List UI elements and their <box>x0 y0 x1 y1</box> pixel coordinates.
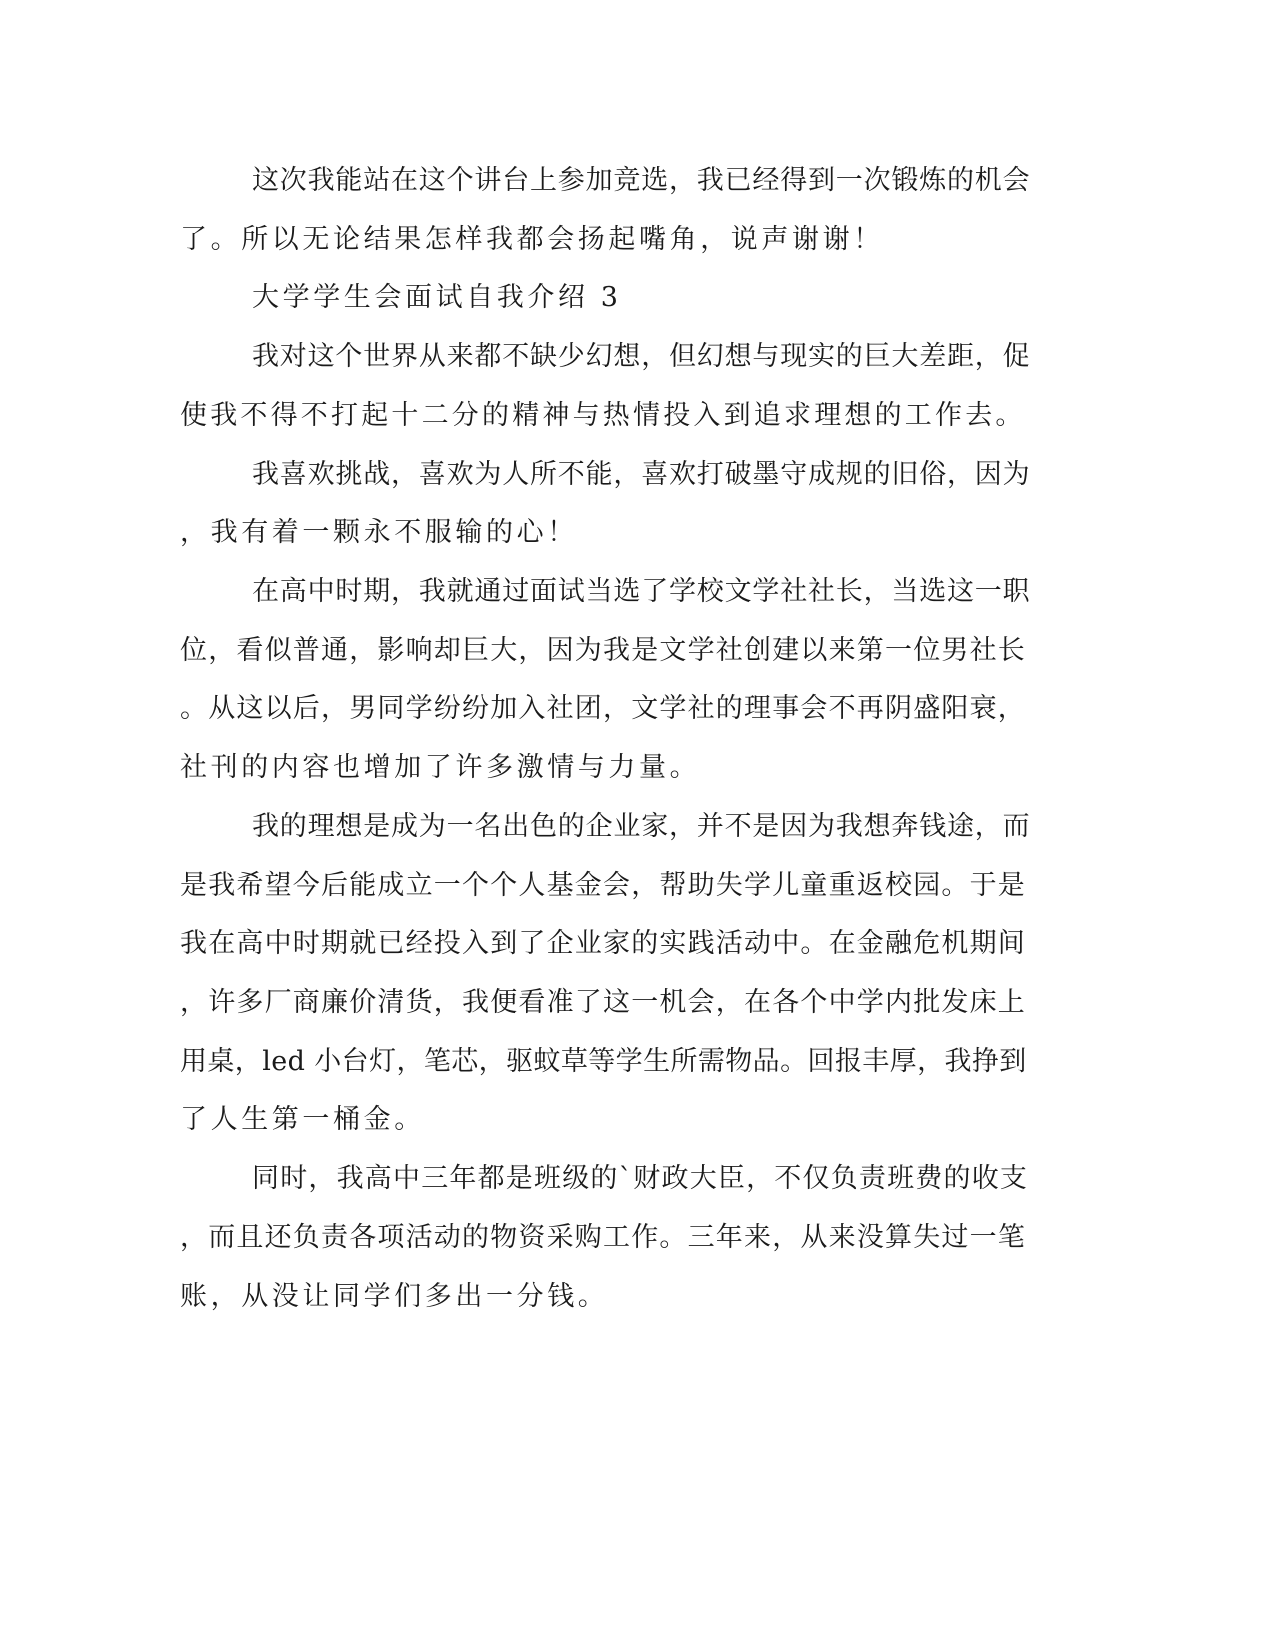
text-line: 社刊的内容也增加了许多激情与力量。 <box>180 752 701 783</box>
section-heading: 大学学生会面试自我介绍 3 <box>252 282 622 313</box>
text-line: 我对这个世界从来都不缺少幻想，但幻想与现实的巨大差距，促 <box>252 341 1031 372</box>
text-line: 同时，我高中三年都是班级的`财政大臣，不仅负责班费的收支 <box>252 1163 1029 1194</box>
text-line: 。从这以后，男同学纷纷加入社团，文学社的理事会不再阴盛阳衰， <box>180 693 1026 724</box>
text-line: 我喜欢挑战，喜欢为人所不能，喜欢打破墨守成规的旧俗，因为 <box>252 459 1031 490</box>
text-line: 在高中时期，我就通过面试当选了学校文学社社长，当选这一职 <box>252 576 1031 607</box>
text-line: 了。所以无论结果怎样我都会扬起嘴角，说声谢谢！ <box>180 224 884 255</box>
text-line: 用桌，led 小台灯，笔芯，驱蚊草等学生所需物品。回报丰厚，我挣到 <box>180 1046 1027 1077</box>
text-line: 使我不得不打起十二分的精神与热情投入到追求理想的工作去。 <box>180 400 1026 431</box>
text-line: ，而且还负责各项活动的物资采购工作。三年来，从来没算失过一笔 <box>180 1222 1026 1253</box>
text-line: 这次我能站在这个讲台上参加竞选，我已经得到一次锻炼的机会 <box>252 165 1031 196</box>
text-line: 位，看似普通，影响却巨大，因为我是文学社创建以来第一位男社长 <box>180 635 1026 666</box>
text-line: ，许多厂商廉价清货，我便看准了这一机会，在各个中学内批发床上 <box>180 987 1026 1018</box>
text-line: 了人生第一桶金。 <box>180 1104 425 1135</box>
text-line: 是我希望今后能成立一个个人基金会，帮助失学儿童重返校园。于是 <box>180 870 1026 901</box>
text-line: 我的理想是成为一名出色的企业家，并不是因为我想奔钱途，而 <box>252 811 1031 842</box>
text-line: 我在高中时期就已经投入到了企业家的实践活动中。在金融危机期间 <box>180 928 1026 959</box>
text-line: 账，从没让同学们多出一分钱。 <box>180 1281 609 1312</box>
text-line: ，我有着一颗永不服输的心！ <box>180 517 578 548</box>
